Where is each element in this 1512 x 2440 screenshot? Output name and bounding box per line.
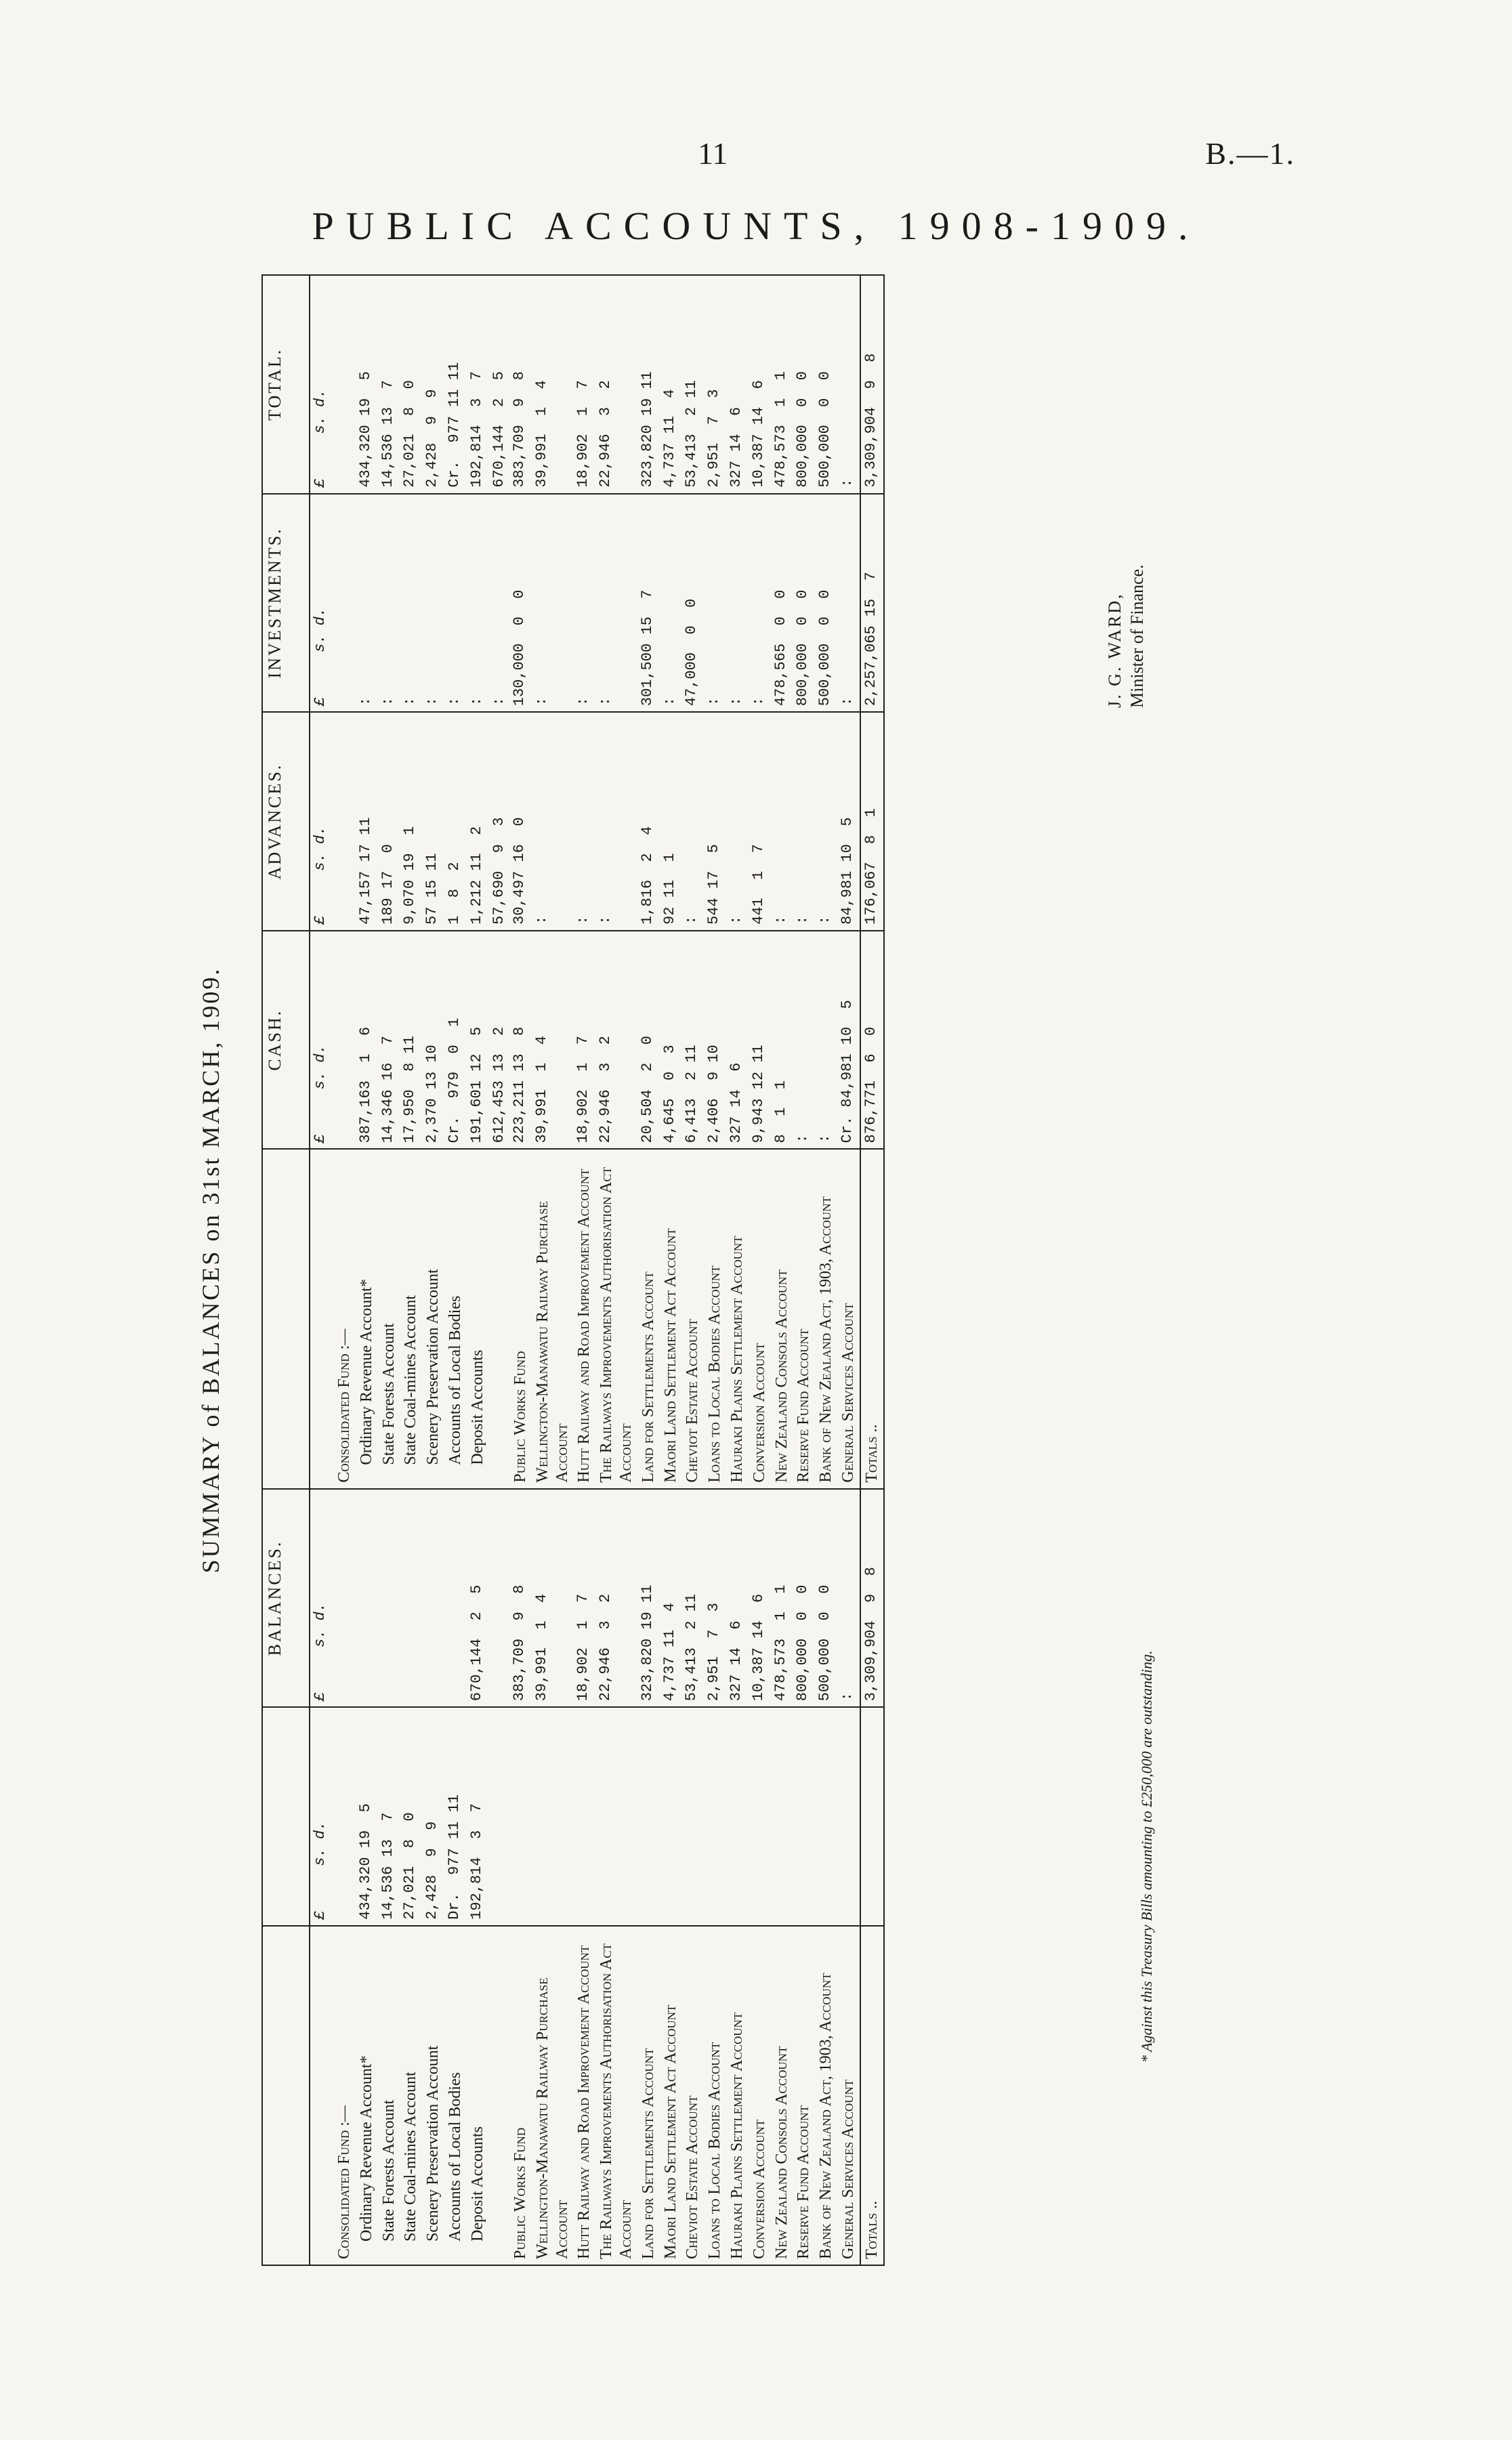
account-name-repeat: Scenery Preservation Account [422,1149,444,1488]
detail-cell [573,1707,595,1926]
advances-cell: : [532,712,574,931]
detail-cell: Dr. 977 11 11 [444,1707,467,1926]
investments-cell: : [595,494,637,713]
balance-cell: 478,573 1 1 [771,1489,793,1708]
advances-cell [333,712,356,931]
footnote: * Against this Treasury Bills amounting to £250,000 are outstanding. [1138,1650,1155,2063]
investments-cell: : [532,494,574,713]
signature-block [1104,564,1148,708]
detail-cell [726,1707,749,1926]
account-name: Hutt Railway and Road Improvement Account [573,1926,595,2265]
account-name-repeat: Public Works Fund [509,1149,532,1488]
totals-cash: 876,771 6 0 [860,931,884,1150]
account-name-repeat: Loans to Local Bodies Account [704,1149,726,1488]
account-name: Wellington-Manawatu Railway Purchase Account [532,1926,574,2265]
investments-cell: 500,000 0 0 [815,494,837,713]
balance-cell: 22,946 3 2 [595,1489,637,1708]
table-row [509,275,532,2265]
balance-cell [444,1489,467,1708]
account-name: Scenery Preservation Account [422,1926,444,2265]
summary-subtitle: SUMMARY of BALANCES on 31st MARCH, 1909. [197,967,224,1574]
account-name-repeat: New Zealand Consols Account [771,1149,793,1488]
cash-cell: 20,504 2 0 [637,931,660,1150]
investments-cell: : [444,494,467,713]
cash-cell: 22,946 3 2 [595,931,637,1150]
advances-cell: 92 11 1 [660,712,682,931]
account-column-header-2 [262,1149,310,1488]
account-name: Loans to Local Bodies Account [704,1926,726,2265]
detail-cell [637,1707,660,1926]
detail-cell [771,1707,793,1926]
investments-cell: : [749,494,771,713]
total-cell: 10,387 14 6 [749,275,771,494]
balance-cell: 323,820 19 11 [637,1489,660,1708]
account-name-repeat: Reserve Fund Account [793,1149,815,1488]
cash-cell: 191,601 12 5 [467,931,489,1150]
account-name: General Services Account [837,1926,860,2265]
investments-cell: : [726,494,749,713]
table-row [771,275,793,2265]
cash-cell: 39,991 1 4 [532,931,574,1150]
cash-cell: 327 14 6 [726,931,749,1150]
total-cell: 434,320 19 5 [356,275,378,494]
cash-cell: 14,346 16 7 [378,931,400,1150]
table-row [660,275,682,2265]
table-row [726,275,749,2265]
total-cell: Cr. 977 11 11 [444,275,467,494]
table-body [310,275,884,2265]
cash-cell: 2,370 13 10 [422,931,444,1150]
account-name-repeat: Bank of New Zealand Act, 1903, Account [815,1149,837,1488]
unit-row [310,275,333,2265]
investments-cell: : [356,494,378,713]
totals-investments: 2,257,065 15 7 [860,494,884,713]
total-cell: 39,991 1 4 [532,275,574,494]
balance-cell [400,1489,422,1708]
investments-cell: 478,565 0 0 [771,494,793,713]
detail-cell [532,1707,574,1926]
detail-cell: 2,428 9 9 [422,1707,444,1926]
balance-cell [333,1489,356,1708]
account-name-repeat: Cheviot Estate Account [681,1149,704,1488]
cash-cell: 223,211 13 8 [509,931,532,1150]
advances-column-header: ADVANCES. [262,712,310,931]
advances-cell: : [681,712,704,931]
total-cell: 2,428 9 9 [422,275,444,494]
cash-cell: 6,413 2 11 [681,931,704,1150]
advances-cell: 30,497 16 0 [509,712,532,931]
total-cell: 670,144 2 5 [489,275,509,494]
detail-cell [749,1707,771,1926]
investments-cell: : [660,494,682,713]
advances-cell: : [793,712,815,931]
account-name-repeat: The Railways Improvements Authorisation Act Account [595,1149,637,1488]
investments-cell: : [573,494,595,713]
total-cell: 4,737 11 4 [660,275,682,494]
table-row [573,275,595,2265]
account-name-repeat: Hauraki Plains Settlement Account [726,1149,749,1488]
account-name-repeat: Land for Settlements Account [637,1149,660,1488]
investments-cell: 800,000 0 0 [793,494,815,713]
account-name: Public Works Fund [509,1926,532,2265]
total-cell: 478,573 1 1 [771,275,793,494]
unit-label: £ s. d. [310,712,333,931]
detail-column-header [262,1707,310,1926]
page-number: 11 [698,136,728,171]
total-cell: 500,000 0 0 [815,275,837,494]
cash-cell: 2,406 9 10 [704,931,726,1150]
detail-cell: 27,021 8 0 [400,1707,422,1926]
detail-cell [837,1707,860,1926]
account-name: New Zealand Consols Account [771,1926,793,2265]
cash-cell: 4,645 0 3 [660,931,682,1150]
balance-cell [378,1489,400,1708]
account-name: Ordinary Revenue Account* [356,1926,378,2265]
account-name-repeat: State Forests Account [378,1149,400,1488]
totals-balance: 3,309,904 9 8 [860,1489,884,1708]
detail-cell [815,1707,837,1926]
detail-cell [489,1707,509,1926]
balance-cell: 500,000 0 0 [815,1489,837,1708]
table-row [532,275,574,2265]
table-row [444,275,467,2265]
advances-cell: : [595,712,637,931]
investments-cell: : [489,494,509,713]
detail-cell: 434,320 19 5 [356,1707,378,1926]
total-cell: 53,413 2 11 [681,275,704,494]
advances-cell: 84,981 10 5 [837,712,860,931]
unit-label: £ s. d. [310,1707,333,1926]
account-name: The Railways Improvements Authorisation Act Account [595,1926,637,2265]
advances-cell: 57 15 11 [422,712,444,931]
total-cell: 327 14 6 [726,275,749,494]
cash-cell: 9,943 12 11 [749,931,771,1150]
balances-table [261,274,885,2266]
account-name-repeat: Hutt Railway and Road Improvement Account [573,1149,595,1488]
account-name: State Forests Account [378,1926,400,2265]
total-cell [333,275,356,494]
cash-cell: 8 1 1 [771,931,793,1150]
cash-cell [333,931,356,1150]
unit-label: £ s. d. [310,494,333,713]
total-cell: : [837,275,860,494]
table-row [595,275,637,2265]
total-cell: 323,820 19 11 [637,275,660,494]
cash-cell: 612,453 13 2 [489,931,509,1150]
advances-cell: 9,070 19 1 [400,712,422,931]
advances-cell: 1 8 2 [444,712,467,931]
signatory-role: Minister of Finance. [1127,564,1147,708]
cash-cell: 17,950 8 11 [400,931,422,1150]
advances-cell: 544 17 5 [704,712,726,931]
total-cell: 14,536 13 7 [378,275,400,494]
table-row [704,275,726,2265]
balance-cell: 670,144 2 5 [467,1489,489,1708]
account-name-repeat: Ordinary Revenue Account* [356,1149,378,1488]
table-row [815,275,837,2265]
account-name: Bank of New Zealand Act, 1903, Account [815,1926,837,2265]
cash-column-header: CASH. [262,931,310,1150]
totals-total: 3,309,904 9 8 [860,275,884,494]
investments-cell: 301,500 15 7 [637,494,660,713]
investments-cell: : [400,494,422,713]
balance-cell: 4,737 11 4 [660,1489,682,1708]
advances-cell: 441 1 7 [749,712,771,931]
total-cell: 192,814 3 7 [467,275,489,494]
table-row [681,275,704,2265]
total-cell: 800,000 0 0 [793,275,815,494]
account-name: Conversion Account [749,1926,771,2265]
advances-cell: 1,816 2 4 [637,712,660,931]
advances-cell: : [573,712,595,931]
detail-cell [509,1707,532,1926]
signatory-name: J. G. WARD, [1105,592,1125,708]
balance-cell: 327 14 6 [726,1489,749,1708]
account-name-repeat: Accounts of Local Bodies [444,1149,467,1488]
balance-cell: 383,709 9 8 [509,1489,532,1708]
detail-cell [660,1707,682,1926]
account-name-repeat: Conversion Account [749,1149,771,1488]
table-row [489,275,509,2265]
investments-cell: 47,000 0 0 [681,494,704,713]
balance-cell: 800,000 0 0 [793,1489,815,1708]
detail-cell [860,1707,884,1926]
account-name-repeat: Wellington-Manawatu Railway Purchase Account [532,1149,574,1488]
detail-cell [333,1707,356,1926]
account-name: Consolidated Fund :— [333,1926,356,2265]
table-row [637,275,660,2265]
detail-cell: 14,536 13 7 [378,1707,400,1926]
advances-cell: 189 17 0 [378,712,400,931]
investments-cell [333,494,356,713]
investments-column-header: INVESTMENTS. [262,494,310,713]
account-column-header [262,1926,310,2265]
total-cell: 18,902 1 7 [573,275,595,494]
table-row [793,275,815,2265]
investments-cell: : [837,494,860,713]
balance-cell: 10,387 14 6 [749,1489,771,1708]
total-column-header: TOTAL. [262,275,310,494]
account-name [489,1926,509,2265]
balances-column-header: BALANCES. [262,1489,310,1708]
total-cell: 22,946 3 2 [595,275,637,494]
table-row [378,275,400,2265]
unit-label: £ s. d. [310,275,333,494]
document-reference: B.—1. [1205,136,1295,171]
totals-row [860,275,884,2265]
account-name: Maori Land Settlement Act Account [660,1926,682,2265]
balance-cell [356,1489,378,1708]
cash-cell: 18,902 1 7 [573,931,595,1150]
table-row [749,275,771,2265]
cash-cell: Cr. 84,981 10 5 [837,931,860,1150]
table-row [400,275,422,2265]
detail-cell [681,1707,704,1926]
table-row [422,275,444,2265]
totals-label: Totals .. [860,1926,884,2265]
table-row [467,275,489,2265]
balance-cell: 53,413 2 11 [681,1489,704,1708]
investments-cell: 130,000 0 0 [509,494,532,713]
table-header-row [262,275,310,2265]
total-cell: 383,709 9 8 [509,275,532,494]
account-name-repeat: General Services Account [837,1149,860,1488]
account-name: Land for Settlements Account [637,1926,660,2265]
account-name-repeat: State Coal-mines Account [400,1149,422,1488]
account-name-repeat: Maori Land Settlement Act Account [660,1149,682,1488]
totals-label-repeat: Totals .. [860,1149,884,1488]
account-name: Cheviot Estate Account [681,1926,704,2265]
account-name: Accounts of Local Bodies [444,1926,467,2265]
balance-cell [489,1489,509,1708]
detail-cell [793,1707,815,1926]
cash-cell: Cr. 979 0 1 [444,931,467,1150]
advances-cell: 1,212 11 2 [467,712,489,931]
detail-cell: 192,814 3 7 [467,1707,489,1926]
investments-cell: : [378,494,400,713]
totals-advances: 176,067 8 1 [860,712,884,931]
advances-cell: 57,690 9 3 [489,712,509,931]
balance-cell: 2,951 7 3 [704,1489,726,1708]
balances-summary [196,274,1182,2266]
unit-label: £ s. d. [310,1489,333,1708]
account-name-repeat: Deposit Accounts [467,1149,489,1488]
advances-cell: : [726,712,749,931]
advances-cell: : [815,712,837,931]
account-name: Deposit Accounts [467,1926,489,2265]
table-row [356,275,378,2265]
table-row [333,275,356,2265]
unit-label: £ s. d. [310,931,333,1150]
cash-cell: : [815,931,837,1150]
account-name-repeat: Consolidated Fund :— [333,1149,356,1488]
total-cell: 27,021 8 0 [400,275,422,494]
detail-cell [704,1707,726,1926]
balance-cell: : [837,1489,860,1708]
balance-cell: 39,991 1 4 [532,1489,574,1708]
cash-cell: : [793,931,815,1150]
account-name: Reserve Fund Account [793,1926,815,2265]
rotated-sheet [196,274,1182,2266]
account-name: State Coal-mines Account [400,1926,422,2265]
investments-cell: : [467,494,489,713]
investments-cell: : [704,494,726,713]
balance-cell: 18,902 1 7 [573,1489,595,1708]
total-cell: 2,951 7 3 [704,275,726,494]
investments-cell: : [422,494,444,713]
page-title: PUBLIC ACCOUNTS, 1908-1909. [312,204,1200,248]
account-name-repeat [489,1149,509,1488]
balance-cell [422,1489,444,1708]
table-row [837,275,860,2265]
advances-cell: 47,157 17 11 [356,712,378,931]
account-name: Hauraki Plains Settlement Account [726,1926,749,2265]
cash-cell: 387,163 1 6 [356,931,378,1150]
advances-cell: : [771,712,793,931]
detail-cell [595,1707,637,1926]
